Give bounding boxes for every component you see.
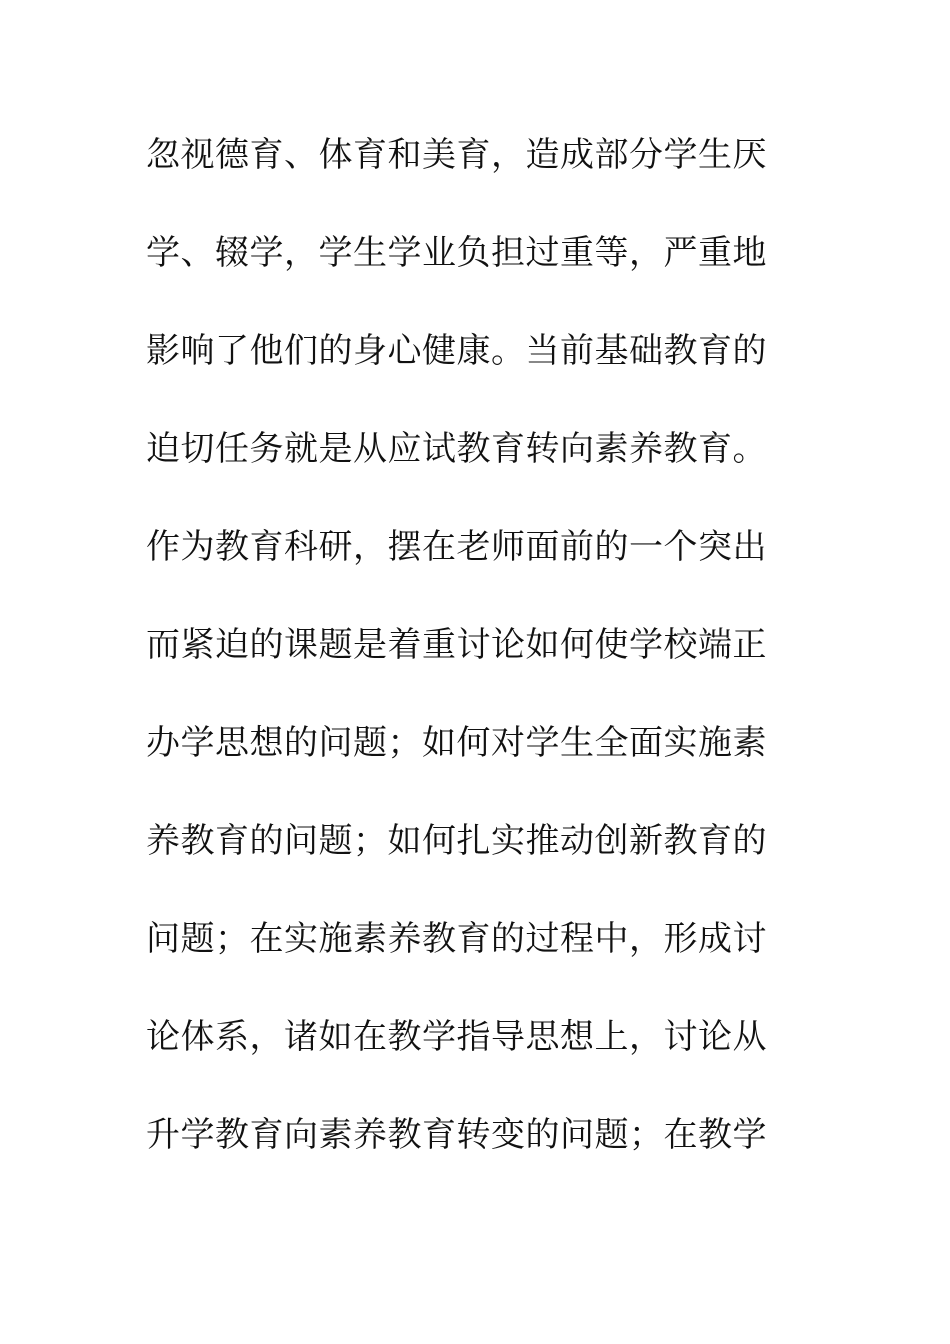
text-line: 养教育的问题；如何扎实推动创新教育的 (146, 821, 767, 861)
text-line: 影响了他们的身心健康。当前基础教育的 (146, 331, 767, 371)
text-line: 办学思想的问题；如何对学生全面实施素 (146, 723, 767, 763)
text-line: 而紧迫的课题是着重讨论如何使学校端正 (146, 625, 767, 665)
text-line: 迫切任务就是从应试教育转向素养教育。 (146, 429, 767, 469)
text-line: 升学教育向素养教育转变的问题；在教学 (146, 1115, 767, 1155)
text-line: 论体系，诸如在教学指导思想上，讨论从 (146, 1017, 767, 1057)
text-line: 忽视德育、体育和美育，造成部分学生厌 (146, 135, 767, 175)
text-line: 问题；在实施素养教育的过程中，形成讨 (146, 919, 767, 959)
text-line: 作为教育科研，摆在老师面前的一个突出 (146, 527, 767, 567)
text-line: 学、辍学，学生学业负担过重等，严重地 (146, 233, 767, 273)
body-text (146, 128, 786, 1206)
